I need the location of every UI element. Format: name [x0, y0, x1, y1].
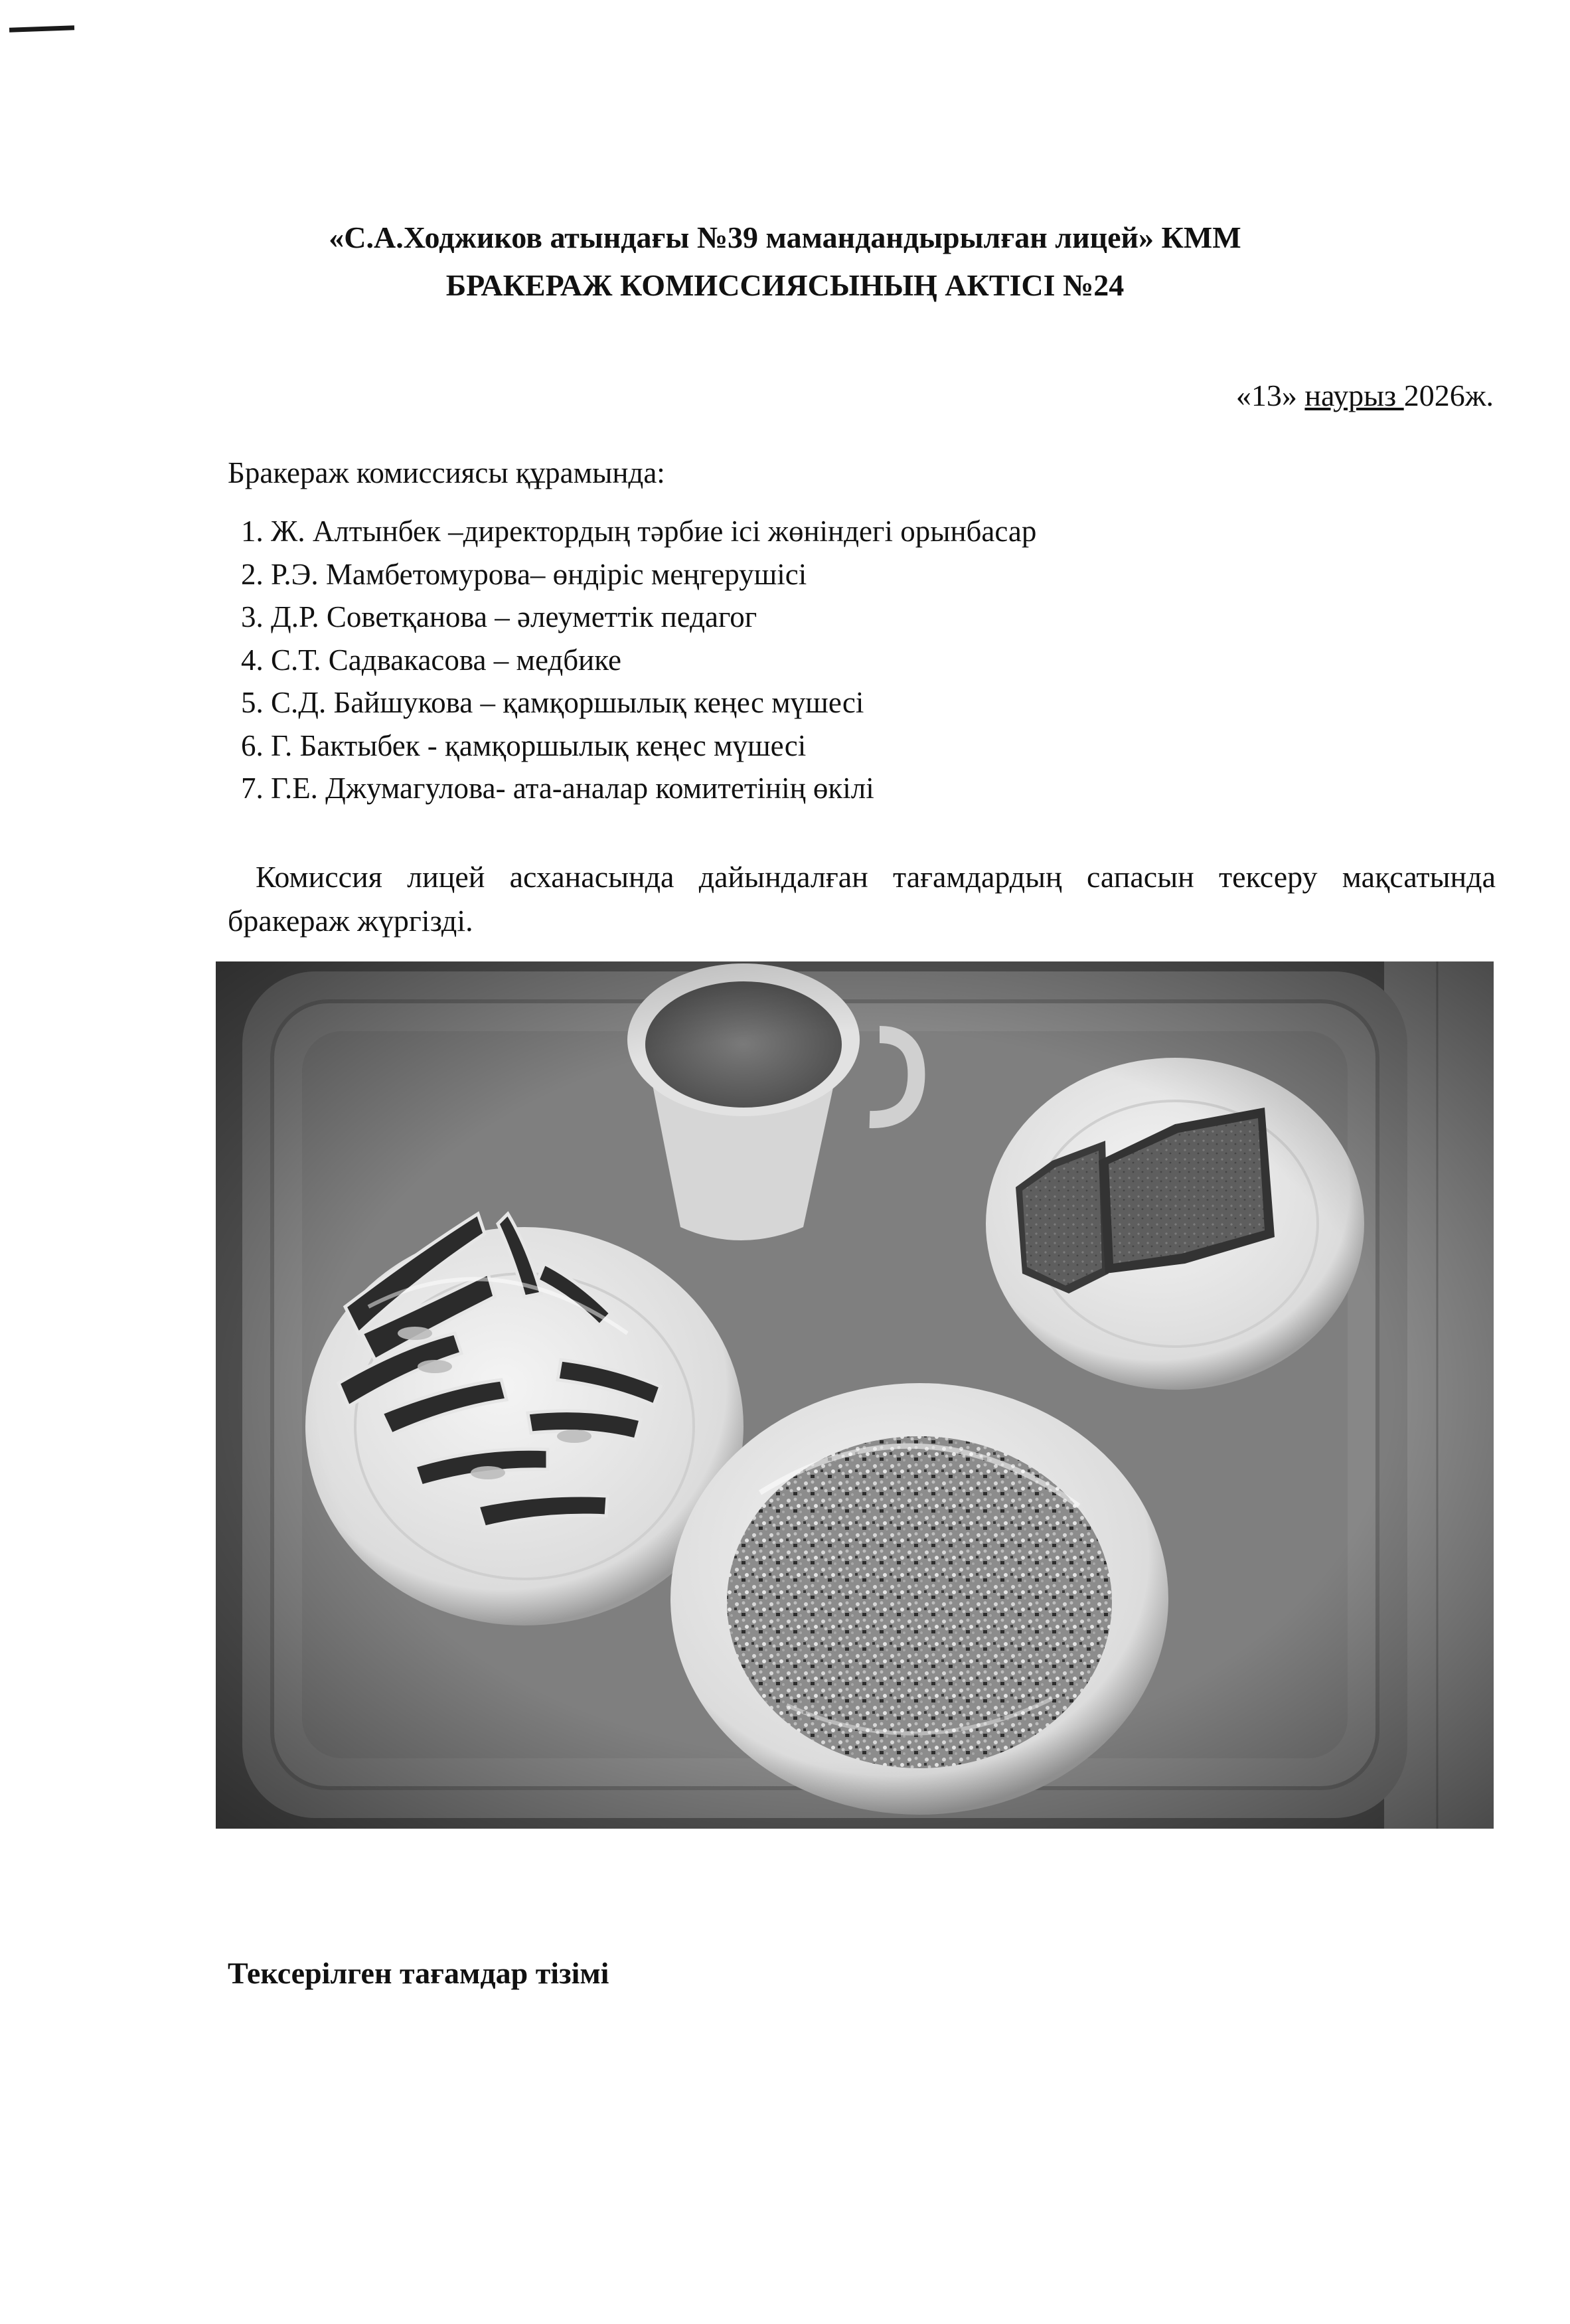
organization-title: «С.А.Ходжиков атындағы №39 мамандандырылған лицей» КММ — [329, 220, 1241, 254]
member-item: 4. С.Т. Садвакасова – медбике — [241, 643, 621, 677]
member-item: 3. Д.Р. Советқанова – әлеуметтік педагог — [241, 600, 757, 633]
scan-mark — [9, 25, 74, 32]
commission-intro: Бракераж комиссиясы құрамында: — [228, 456, 665, 489]
commission-members-list — [241, 510, 1036, 810]
member-item: 1. Ж. Алтынбек –директордың тәрбие ісі жөніндегі орынбасар — [241, 515, 1037, 548]
member-item: 2. Р.Э. Мамбетомурова– өндіріс меңгерушісі — [241, 557, 807, 591]
inspection-paragraph: Комиссия лицей асханасында дайындалған тағамдардың сапасын тексеру мақсатында бракераж жүргізді. — [228, 860, 1496, 938]
member-item: 7. Г.Е. Джумагулова- ата-аналар комитетінің өкілі — [241, 772, 874, 805]
member-item: 6. Г. Бактыбек - қамқоршылық кеңес мүшесі — [241, 728, 807, 762]
date-year: 2026ж. — [1403, 378, 1494, 412]
checked-dishes-title: Тексерілген тағамдар тізімі — [228, 1956, 609, 1990]
act-title: БРАКЕРАЖ КОМИССИЯСЫНЫҢ АКТІСІ №24 — [445, 268, 1125, 302]
date-month: наурыз — [1304, 378, 1404, 412]
date-day: «13» — [1235, 378, 1297, 412]
member-item: 5. С.Д. Байшукова – қамқоршылық кеңес мүшесі — [241, 686, 864, 719]
food-tray-photo — [216, 961, 1494, 1829]
act-date — [1236, 376, 1494, 416]
